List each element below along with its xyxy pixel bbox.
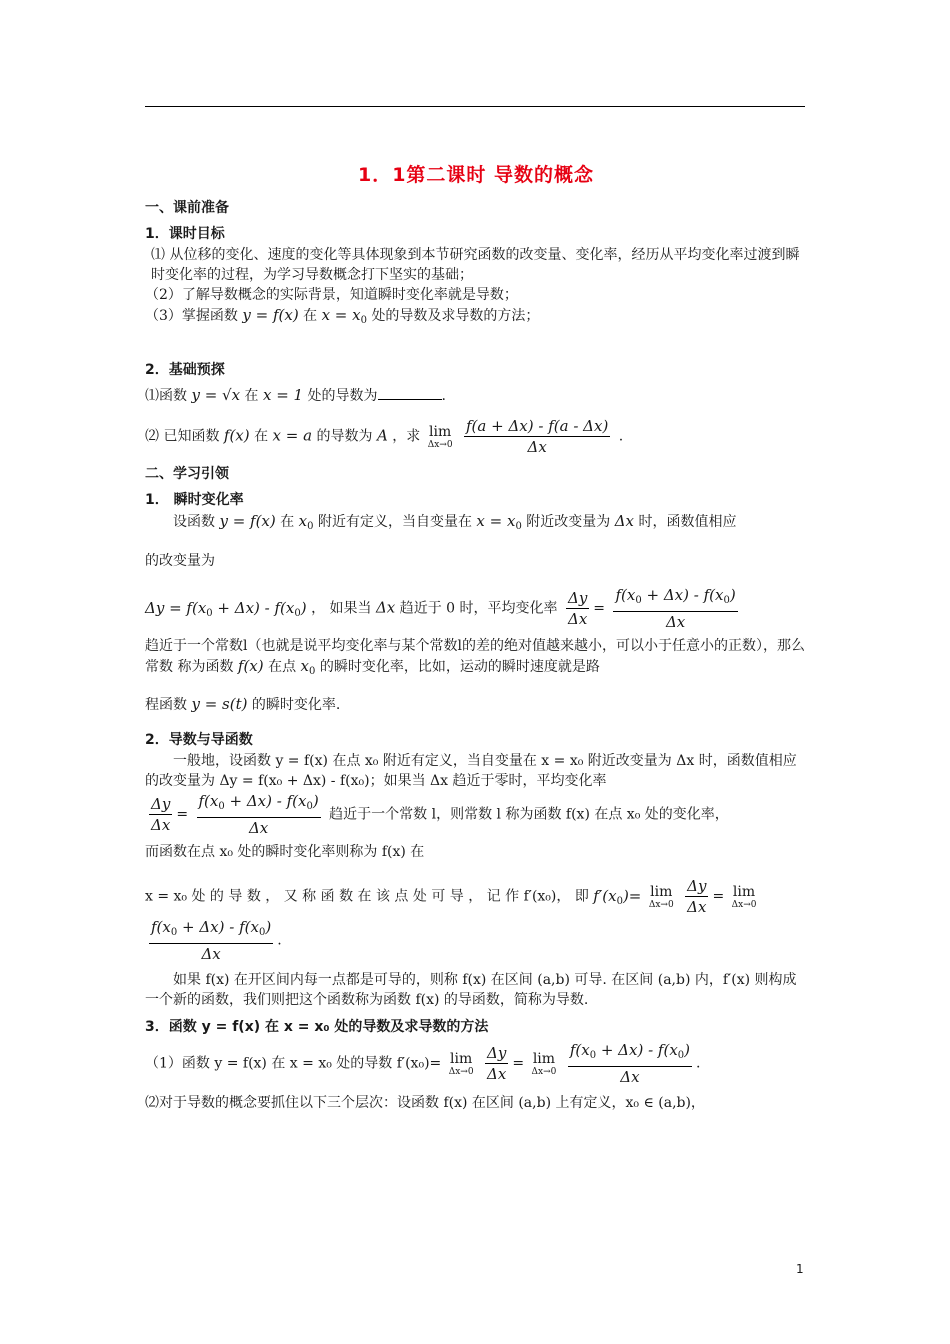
preview-heading: 2．基础预探 <box>145 362 225 378</box>
derivative-para-4: x = x₀ 处 的 导 数 ， 又 称 函 数 在 该 点 处 可 导 ， 记 作 f′(x₀)， 即 $f'(x_0)=$ lim Δx→0 $\frac{\Delta y}{\Delta x}$ = lim Δx→0 <box>145 877 757 916</box>
limit-symbol: lim Δx→0 <box>427 423 453 450</box>
derivative-heading: 2．导数与导函数 <box>145 732 253 748</box>
instant-line-3: $\Delta y = f(x_0 + \Delta x) - f(x_0)$ ， 如果当 Δx 趋近于 0 时，平均变化率 $\frac{\Delta y}{\Delta x}$ = $\frac{f(x_0 + \Delta x) - f(x_0)}{\Delta x}$ <box>145 586 736 631</box>
document-body <box>145 150 807 1113</box>
derivative-para-5: 如果 f(x) 在开区间内每一点都是可导的，则称 f(x) 在区间 (a,b) 可导. 在区间 (a,b) 内，f′(x) 则构成一个新的函数，我们则把这个函数称为函数 f(x) 的导函数，简称为导数. <box>145 972 797 1008</box>
preview-q2: ⑵ 已知函数 f(x) 在 x = a 的导数为 A ，求 lim Δx→0 $\frac{f(a + \Delta x) - f(a - \Delta x)}{\Delta x}$ . <box>145 417 624 456</box>
average-rate-fraction: $\frac{f(x_0 + \Delta x) - f(x_0)}{\Delta x}$ <box>615 586 736 631</box>
derivative-para-3: 而函数在点 x₀ 处的瞬时变化率则称为 f(x) 在 <box>145 844 425 860</box>
answer-blank[interactable] <box>378 387 442 400</box>
derivative-para-1: 一般地，设函数 y = f(x) 在点 x₀ 附近有定义，当自变量在 x = x₀ 附近改变量为 Δx 时，函数值相应的改变量为 Δy = f(x₀ + Δx) - f(x₀)；如果当 Δx 趋近于零时，平均变化率 <box>145 753 797 789</box>
page-title: 1．1第二课时 导数的概念 <box>357 164 595 186</box>
instant-line-4: 趋近于一个常数l（也就是说平均变化率与某个常数l的差的绝对值越来越小，可以小于任意小的正数），那么常数 称为函数 f(x) 在点 $x_0$ 的瞬时变化率，比如，运动的瞬时速度就是路 <box>145 638 805 677</box>
method-heading: 3．函数 y = f(x) 在 x = x₀ 处的导数及求导数的方法 <box>145 1019 489 1035</box>
method-para-1: （1）函数 y = f(x) 在 x = x₀ 处的导数 f′(x₀)= lim Δx→0 $\frac{\Delta y}{\Delta x}$ = lim Δx→0 $\frac{f(x_0 + \Delta x) - f(x_0)}{\Delta x}$ . <box>145 1041 701 1086</box>
instant-line-1: 设函数 y = f(x) 在 $x_0$ 附近有定义，当自变量在 $x = x_0$ 附近改变量为 Δx 时，函数值相应 <box>173 512 737 532</box>
section-heading-2: 二、学习引领 <box>145 466 229 482</box>
goals-heading: 1．课时目标 <box>145 226 225 242</box>
preview-q1: ⑴函数 y = √x 在 x = 1 处的导数为 . <box>145 386 446 404</box>
method-para-2: ⑵对于导数的概念要抓住以下三个层次：设函数 f(x) 在区间 (a,b) 上有定义，x₀ ∈ (a,b)， <box>145 1095 705 1111</box>
goal-item-1: ⑴ 从位移的变化、速度的变化等具体现象到本节研究函数的改变量、变化率，经历从平均变化率过渡到瞬时变化率的过程，为学习导数概念打下坚实的基础； <box>151 247 800 283</box>
goal-item-2: （2）了解导数概念的实际背景，知道瞬时变化率就是导数； <box>145 287 518 303</box>
page-number: 1 <box>796 1262 804 1276</box>
derivative-para-2: $\frac{\Delta y}{\Delta x}$ = $\frac{f(x_0 + \Delta x) - f(x_0)}{\Delta x}$ 趋近于一个常数 l，则常数 l 称为函数 f(x) 在点 x₀ 处的变化率， <box>151 792 729 837</box>
instant-line-5: 程函数 y = s(t) 的瞬时变化率. <box>145 695 341 713</box>
instant-rate-heading: 1． 瞬时变化率 <box>145 492 244 508</box>
formula-y-fx: y = f(x) <box>242 306 299 324</box>
goal-item-3: （3）掌握函数 y = f(x) 在 $x = x_0$ 处的导数及求导数的方法； <box>145 306 540 326</box>
section-heading-1: 一、课前准备 <box>145 200 229 216</box>
symmetric-difference-quotient: $\frac{f(a + \Delta x) - f(a - \Delta x)}{\Delta x}$ <box>466 417 609 456</box>
instant-line-2: 的改变量为 <box>145 553 215 569</box>
formula-x-x0: $x = x_0$ <box>321 306 367 326</box>
header-rule <box>145 106 805 107</box>
derivative-fraction-line: $\frac{f(x_0 + \Delta x) - f(x_0)}{\Delta x}$ . <box>151 918 282 963</box>
